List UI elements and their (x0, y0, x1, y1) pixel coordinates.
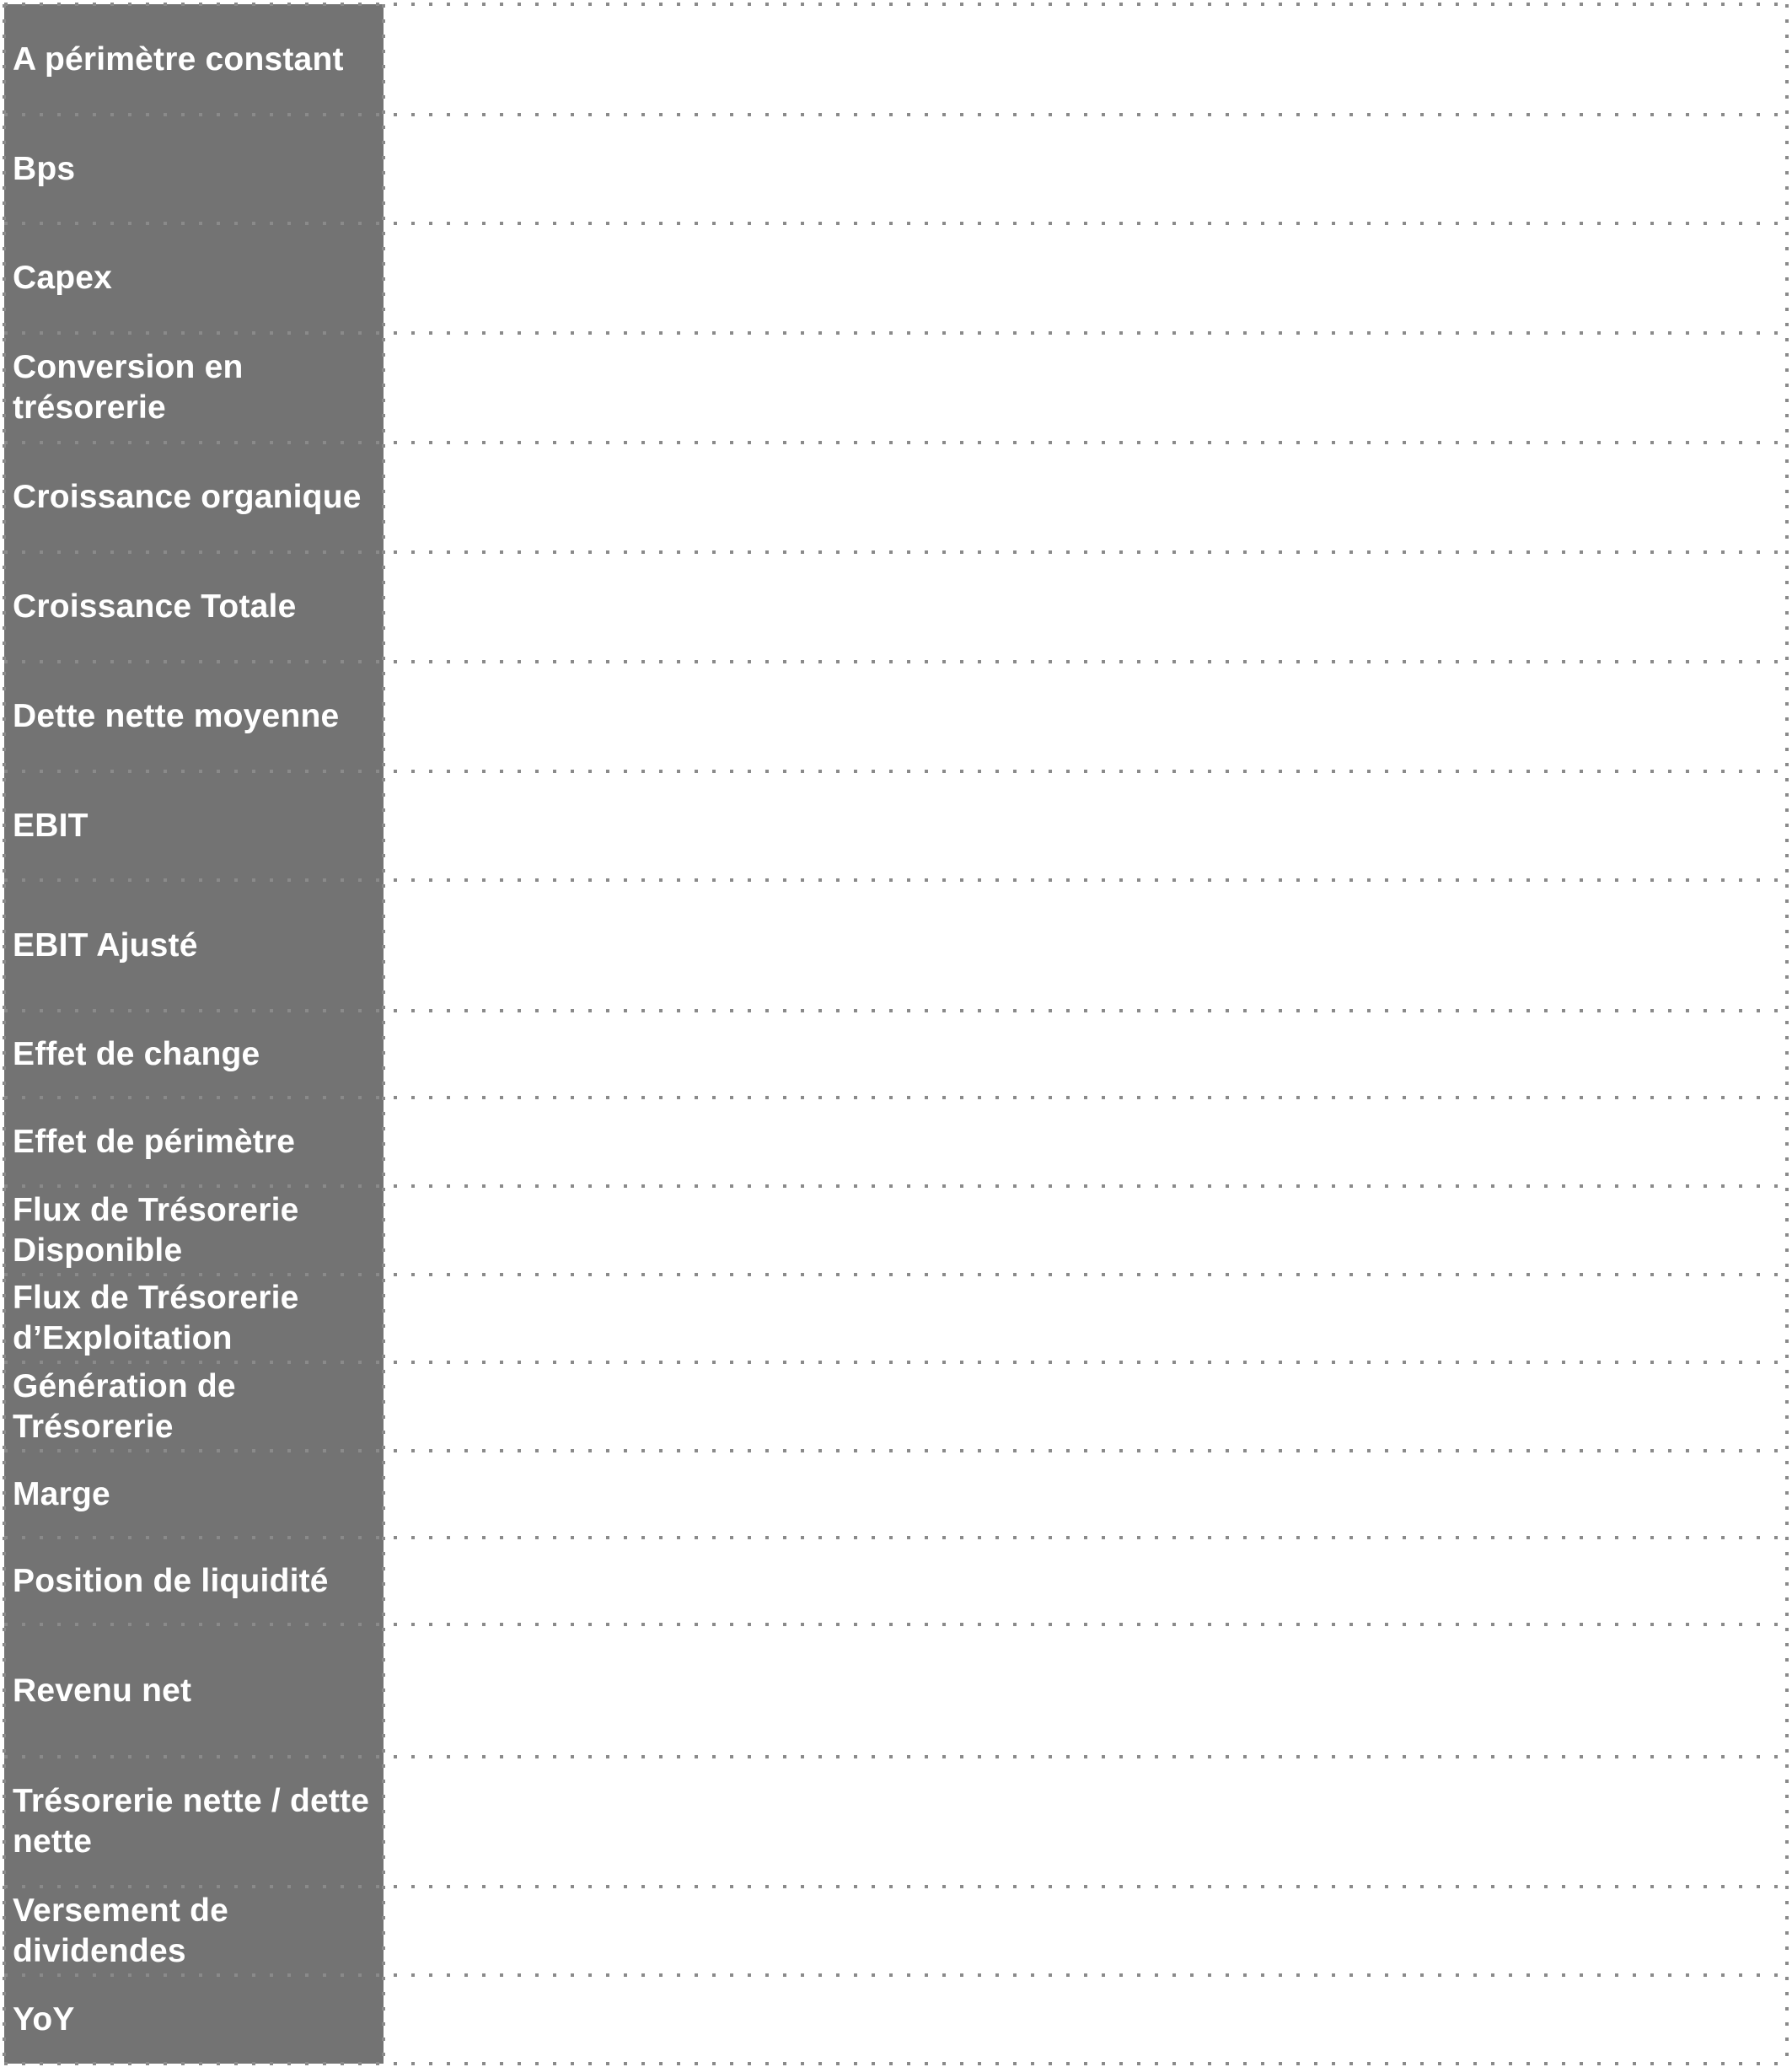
row-value-cell (384, 223, 1787, 333)
row-value-cell (384, 771, 1787, 880)
table-row (4, 662, 1787, 771)
row-divider (4, 1755, 1787, 1758)
row-value-cell (384, 1887, 1787, 1975)
row-divider (4, 878, 1787, 882)
row-value-cell (384, 1011, 1787, 1098)
row-divider (4, 550, 1787, 554)
row-label: Trésorerie nette / dette nette (4, 1757, 384, 1887)
table-row (4, 1624, 1787, 1757)
column-divider (382, 4, 385, 2064)
row-value-cell (384, 1275, 1787, 1362)
row-divider (4, 441, 1787, 444)
row-divider (4, 660, 1787, 663)
row-divider (4, 770, 1787, 773)
table-row (4, 880, 1787, 1011)
row-value-cell (384, 1624, 1787, 1757)
row-value-cell (384, 662, 1787, 771)
row-value-cell (384, 1451, 1787, 1538)
row-divider (4, 2062, 1787, 2065)
table-row (4, 1098, 1787, 1186)
table-row (4, 443, 1787, 552)
row-label: Revenu net (4, 1624, 384, 1757)
row-value-cell (384, 880, 1787, 1011)
row-label: Flux de Trésorerie Disponible (4, 1186, 384, 1275)
row-value-cell (384, 1538, 1787, 1624)
row-divider (4, 1096, 1787, 1099)
row-label: Conversion en trésorerie (4, 333, 384, 443)
row-divider (4, 1623, 1787, 1626)
row-divider (4, 1973, 1787, 1977)
row-label: Bps (4, 115, 384, 223)
row-divider (4, 113, 1787, 116)
row-value-cell (384, 1362, 1787, 1451)
row-label: Effet de périmètre (4, 1098, 384, 1186)
table-left-border (3, 4, 6, 2064)
row-label: A périmètre constant (4, 4, 384, 115)
row-value-cell (384, 333, 1787, 443)
row-value-cell (384, 1975, 1787, 2064)
table-row (4, 115, 1787, 223)
table-row (4, 333, 1787, 443)
row-value-cell (384, 115, 1787, 223)
table-row (4, 1451, 1787, 1538)
table-row (4, 1887, 1787, 1975)
row-value-cell (384, 443, 1787, 552)
table-row (4, 1275, 1787, 1362)
table-right-border (1785, 4, 1789, 2064)
row-value-cell (384, 1098, 1787, 1186)
row-divider (4, 222, 1787, 225)
table-top-border (4, 3, 1787, 6)
row-value-cell (384, 1757, 1787, 1887)
row-divider (4, 1009, 1787, 1012)
row-label: EBIT (4, 771, 384, 880)
row-divider (4, 331, 1787, 335)
row-divider (4, 1536, 1787, 1539)
table-row (4, 1362, 1787, 1451)
row-divider (4, 1361, 1787, 1364)
row-label: Marge (4, 1451, 384, 1538)
row-label: YoY (4, 1975, 384, 2064)
row-divider (4, 1273, 1787, 1276)
table-row (4, 771, 1787, 880)
table-row (4, 1538, 1787, 1624)
glossary-table (4, 4, 1787, 2064)
row-label: Flux de Trésorerie d’Exploitation (4, 1275, 384, 1362)
row-divider (4, 1184, 1787, 1188)
row-label: Effet de change (4, 1011, 384, 1098)
row-value-cell (384, 4, 1787, 115)
table-row (4, 1186, 1787, 1275)
row-divider (4, 1449, 1787, 1452)
table-row (4, 1757, 1787, 1887)
table-row (4, 552, 1787, 662)
row-label: Croissance Totale (4, 552, 384, 662)
table-row (4, 223, 1787, 333)
row-label: Position de liquidité (4, 1538, 384, 1624)
row-label: Croissance organique (4, 443, 384, 552)
table-row (4, 1011, 1787, 1098)
table-row (4, 1975, 1787, 2064)
row-label: Génération de Trésorerie (4, 1362, 384, 1451)
row-divider (4, 1885, 1787, 1888)
row-value-cell (384, 1186, 1787, 1275)
table-row (4, 4, 1787, 115)
row-label: Dette nette moyenne (4, 662, 384, 771)
row-label: Capex (4, 223, 384, 333)
row-value-cell (384, 552, 1787, 662)
row-label: Versement de dividendes (4, 1887, 384, 1975)
row-label: EBIT Ajusté (4, 880, 384, 1011)
